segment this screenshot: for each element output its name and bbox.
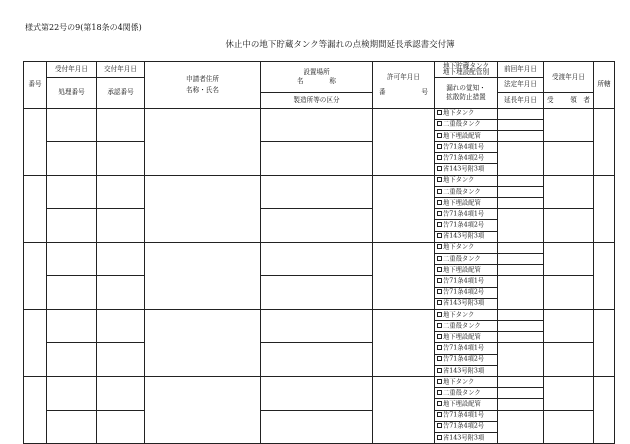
previous-date-cell[interactable] <box>498 377 544 388</box>
checkbox-label: 地下埋設配管 <box>443 333 481 341</box>
checkbox-icon[interactable] <box>437 401 442 406</box>
checkbox-icon[interactable] <box>437 379 442 384</box>
checkbox-label: 告71条4項1号 <box>443 277 485 285</box>
approval-number-cell[interactable] <box>97 142 145 176</box>
table-row <box>24 242 615 253</box>
checkbox-label: 告71条4項1号 <box>443 210 485 218</box>
checkbox-option[interactable] <box>435 265 498 276</box>
checkbox-option[interactable] <box>435 377 498 388</box>
received-date-cell[interactable] <box>47 175 97 209</box>
checkbox-label: 地下埋設配管 <box>443 266 481 274</box>
table-row <box>24 410 615 421</box>
entry-number-cell[interactable] <box>24 175 47 242</box>
checkbox-option[interactable] <box>435 186 498 197</box>
header-applicant-address: 申請者住所 <box>186 75 219 84</box>
checkbox-icon[interactable] <box>437 244 442 249</box>
checkbox-label: 省143号附3項 <box>443 367 485 374</box>
remarks-cell[interactable] <box>594 309 615 376</box>
header-recipient: 受 領 者 <box>544 93 594 109</box>
approval-number-cell[interactable] <box>97 276 145 310</box>
received-date-cell[interactable] <box>47 242 97 276</box>
checkbox-label: 地下埋設配管 <box>443 132 481 140</box>
entry-number-cell[interactable] <box>24 309 47 376</box>
header-tank-type: 地下貯蔵タンク 地下埋設配管別 <box>435 62 498 78</box>
checkbox-option[interactable] <box>435 130 498 141</box>
applicant-cell[interactable] <box>145 377 261 444</box>
checkbox-icon[interactable] <box>437 256 442 261</box>
applicant-cell[interactable] <box>145 242 261 309</box>
header-extension-date: 延長年月日 <box>498 93 544 109</box>
checkbox-option[interactable] <box>435 220 498 231</box>
receipt-date-cell[interactable] <box>544 309 594 343</box>
date-blank-cell[interactable] <box>498 343 544 377</box>
checkbox-option[interactable] <box>435 253 498 264</box>
checkbox-option[interactable] <box>435 198 498 209</box>
checkbox-label: 省143号附3項 <box>443 165 485 173</box>
previous-date-cell[interactable] <box>498 108 544 119</box>
facility-name-cell[interactable] <box>261 377 373 411</box>
checkbox-option[interactable] <box>435 432 498 443</box>
delivery-date-cell[interactable] <box>97 175 145 209</box>
checkbox-icon[interactable] <box>437 121 442 126</box>
checkbox-option[interactable] <box>435 231 498 242</box>
checkbox-option[interactable] <box>435 399 498 410</box>
facility-category-cell[interactable] <box>261 142 373 176</box>
checkbox-label: 二重殻タンク <box>443 188 481 195</box>
receipt-date-cell[interactable] <box>544 108 594 142</box>
checkbox-icon[interactable] <box>437 133 442 138</box>
entry-number-cell[interactable] <box>24 242 47 309</box>
date-blank-cell[interactable] <box>498 142 544 176</box>
recipient-cell[interactable] <box>544 142 594 176</box>
approval-number-cell[interactable] <box>97 343 145 377</box>
recipient-cell[interactable] <box>544 209 594 243</box>
checkbox-label: 告71条4項1号 <box>443 344 485 352</box>
checkbox-option[interactable] <box>435 365 498 376</box>
extension-date-cell[interactable] <box>498 265 544 276</box>
checkbox-option[interactable] <box>435 388 498 399</box>
checkbox-option[interactable] <box>435 164 498 175</box>
checkbox-label: 二重殻タンク <box>443 389 481 397</box>
remarks-cell[interactable] <box>594 108 615 175</box>
remarks-cell[interactable] <box>594 175 615 242</box>
checkbox-option[interactable] <box>435 153 498 164</box>
checkbox-icon[interactable] <box>437 267 442 272</box>
checkbox-option[interactable] <box>435 309 498 320</box>
header-permit-number: 番 号 <box>379 88 428 97</box>
header-processing-number: 処理番号 <box>47 77 97 108</box>
checkbox-icon[interactable] <box>437 323 442 328</box>
header-facility-name: 名 称 <box>297 77 336 85</box>
checkbox-label: 省143号附3項 <box>443 232 485 240</box>
previous-date-cell[interactable] <box>498 242 544 253</box>
date-blank-cell[interactable] <box>498 209 544 243</box>
table-row <box>24 142 615 153</box>
table-row <box>24 343 615 354</box>
checkbox-option[interactable] <box>435 410 498 421</box>
table-row <box>24 209 615 220</box>
facility-name-cell[interactable] <box>261 108 373 142</box>
checkbox-icon[interactable] <box>437 334 442 339</box>
checkbox-icon[interactable] <box>437 233 442 238</box>
entry-number-cell[interactable] <box>24 377 47 444</box>
header-permit <box>373 62 435 109</box>
checkbox-icon[interactable] <box>437 110 442 115</box>
previous-date-cell[interactable] <box>498 309 544 320</box>
checkbox-option[interactable] <box>435 108 498 119</box>
statutory-date-cell[interactable] <box>498 388 544 399</box>
remarks-cell[interactable] <box>594 377 615 444</box>
table-row <box>24 276 615 287</box>
checkbox-option[interactable] <box>435 276 498 287</box>
permit-cell[interactable] <box>373 175 435 242</box>
received-date-cell[interactable] <box>47 309 97 343</box>
permit-cell[interactable] <box>373 309 435 376</box>
header-approval-number: 承認番号 <box>97 77 145 108</box>
header-applicant <box>145 62 261 109</box>
checkbox-label: 省143号附3項 <box>443 434 485 442</box>
extension-date-cell[interactable] <box>498 130 544 141</box>
checkbox-icon[interactable] <box>437 390 442 395</box>
header-remarks: 所轄 <box>594 62 615 109</box>
header-permit-date: 許可年月日 <box>387 72 420 81</box>
applicant-cell[interactable] <box>145 309 261 376</box>
table-row <box>24 108 615 119</box>
document-title: 休止中の地下貯蔵タンク等漏れの点検期間延長承認書交付簿 <box>225 40 455 50</box>
checkbox-option[interactable] <box>435 354 498 365</box>
checkbox-option[interactable] <box>435 332 498 343</box>
checkbox-label: 告71条4項2号 <box>443 288 485 296</box>
checkbox-icon[interactable] <box>437 144 442 149</box>
facility-category-cell[interactable] <box>261 209 373 243</box>
header-applicant-name: 名称・氏名 <box>186 85 219 94</box>
checkbox-icon[interactable] <box>437 177 442 182</box>
checkbox-icon[interactable] <box>437 222 442 227</box>
checkbox-icon[interactable] <box>437 211 442 216</box>
approval-number-cell[interactable] <box>97 209 145 243</box>
facility-name-cell[interactable] <box>261 309 373 343</box>
checkbox-icon[interactable] <box>437 356 442 361</box>
checkbox-label: 二重殻タンク <box>443 322 481 330</box>
header-number: 番号 <box>24 62 47 109</box>
delivery-date-cell[interactable] <box>97 377 145 411</box>
checkbox-option[interactable] <box>435 142 498 153</box>
processing-number-cell[interactable] <box>47 343 97 377</box>
checkbox-label: 省143号附3項 <box>443 299 485 307</box>
checkbox-option[interactable] <box>435 321 498 332</box>
header-statutory-date: 法定年月日 <box>498 77 544 93</box>
checkbox-label: 地下タンク <box>443 243 475 251</box>
delivery-date-cell[interactable] <box>97 108 145 142</box>
checkbox-label: 二重殻タンク <box>443 255 481 263</box>
checkbox-icon[interactable] <box>437 412 442 417</box>
checkbox-label: 地下タンク <box>443 109 475 117</box>
checkbox-label: 告71条4項2号 <box>443 221 485 229</box>
table-row <box>24 377 615 388</box>
processing-number-cell[interactable] <box>47 209 97 243</box>
checkbox-option[interactable] <box>435 119 498 130</box>
extension-date-cell[interactable] <box>498 198 544 209</box>
checkbox-icon[interactable] <box>437 289 442 294</box>
recipient-cell[interactable] <box>544 343 594 377</box>
checkbox-option[interactable] <box>435 343 498 354</box>
delivery-date-cell[interactable] <box>97 309 145 343</box>
facility-name-cell[interactable] <box>261 242 373 276</box>
statutory-date-cell[interactable] <box>498 119 544 130</box>
checkbox-icon[interactable] <box>437 189 442 194</box>
checkbox-icon[interactable] <box>437 155 442 160</box>
checkbox-label: 地下タンク <box>443 311 475 319</box>
checkbox-label: 地下埋設配管 <box>443 199 481 207</box>
receipt-date-cell[interactable] <box>544 377 594 411</box>
received-date-cell[interactable] <box>47 377 97 411</box>
checkbox-label: 告71条4項1号 <box>443 143 485 151</box>
statutory-date-cell[interactable] <box>498 186 544 197</box>
received-date-cell[interactable] <box>47 108 97 142</box>
facility-category-cell[interactable] <box>261 343 373 377</box>
checkbox-label: 告71条4項2号 <box>443 422 485 430</box>
checkbox-icon[interactable] <box>437 278 442 283</box>
recipient-cell[interactable] <box>544 276 594 310</box>
extension-date-cell[interactable] <box>498 332 544 343</box>
checkbox-icon[interactable] <box>437 166 442 171</box>
applicant-cell[interactable] <box>145 108 261 175</box>
header-previous-date: 前回年月日 <box>498 62 544 78</box>
facility-name-cell[interactable] <box>261 175 373 209</box>
entry-number-cell[interactable] <box>24 108 47 175</box>
checkbox-option[interactable] <box>435 287 498 298</box>
checkbox-icon[interactable] <box>437 312 442 317</box>
header-delivery-date: 交付年月日 <box>97 62 145 78</box>
checkbox-label: 二重殻タンク <box>443 120 481 128</box>
table-row <box>24 309 615 320</box>
permit-cell[interactable] <box>373 377 435 444</box>
checkbox-label: 地下タンク <box>443 176 475 184</box>
checkbox-label: 告71条4項2号 <box>443 154 485 162</box>
checkbox-icon[interactable] <box>437 423 442 428</box>
statutory-date-cell[interactable] <box>498 253 544 264</box>
checkbox-label: 告71条4項1号 <box>443 411 485 419</box>
delivery-date-cell[interactable] <box>97 242 145 276</box>
checkbox-icon[interactable] <box>437 200 442 205</box>
checkbox-option[interactable] <box>435 242 498 253</box>
checkbox-option[interactable] <box>435 298 498 309</box>
extension-date-cell[interactable] <box>498 399 544 410</box>
header-facility <box>261 62 373 93</box>
statutory-date-cell[interactable] <box>498 321 544 332</box>
processing-number-cell[interactable] <box>47 142 97 176</box>
header-leak-detection: 漏れの覚知・ 拡散防止措置 <box>435 77 498 108</box>
checkbox-icon[interactable] <box>437 345 442 350</box>
checkbox-option[interactable] <box>435 175 498 186</box>
permit-cell[interactable] <box>373 242 435 309</box>
receipt-date-cell[interactable] <box>544 242 594 276</box>
table-row <box>24 175 615 186</box>
facility-category-cell[interactable] <box>261 276 373 310</box>
form-identifier: 様式第22号の9(第18条の4関係) <box>25 23 142 32</box>
date-blank-cell[interactable] <box>498 276 544 310</box>
previous-date-cell[interactable] <box>498 175 544 186</box>
applicant-cell[interactable] <box>145 175 261 242</box>
checkbox-label: 地下タンク <box>443 378 475 386</box>
permit-cell[interactable] <box>373 108 435 175</box>
checkbox-icon[interactable] <box>437 368 442 373</box>
checkbox-label: 告71条4項2号 <box>443 355 485 363</box>
checkbox-option[interactable] <box>435 421 498 432</box>
header-received-date: 受付年月日 <box>47 62 97 78</box>
remarks-cell[interactable] <box>594 242 615 309</box>
checkbox-icon[interactable] <box>437 300 442 305</box>
register-table <box>23 61 615 444</box>
checkbox-label: 地下埋設配管 <box>443 400 481 408</box>
receipt-date-cell[interactable] <box>544 175 594 209</box>
header-facility-category: 製造所等の区分 <box>261 93 373 109</box>
checkbox-option[interactable] <box>435 209 498 220</box>
header-receipt-date: 受渡年月日 <box>544 62 594 93</box>
processing-number-cell[interactable] <box>47 276 97 310</box>
header-facility-location: 設置場所 <box>303 68 330 77</box>
